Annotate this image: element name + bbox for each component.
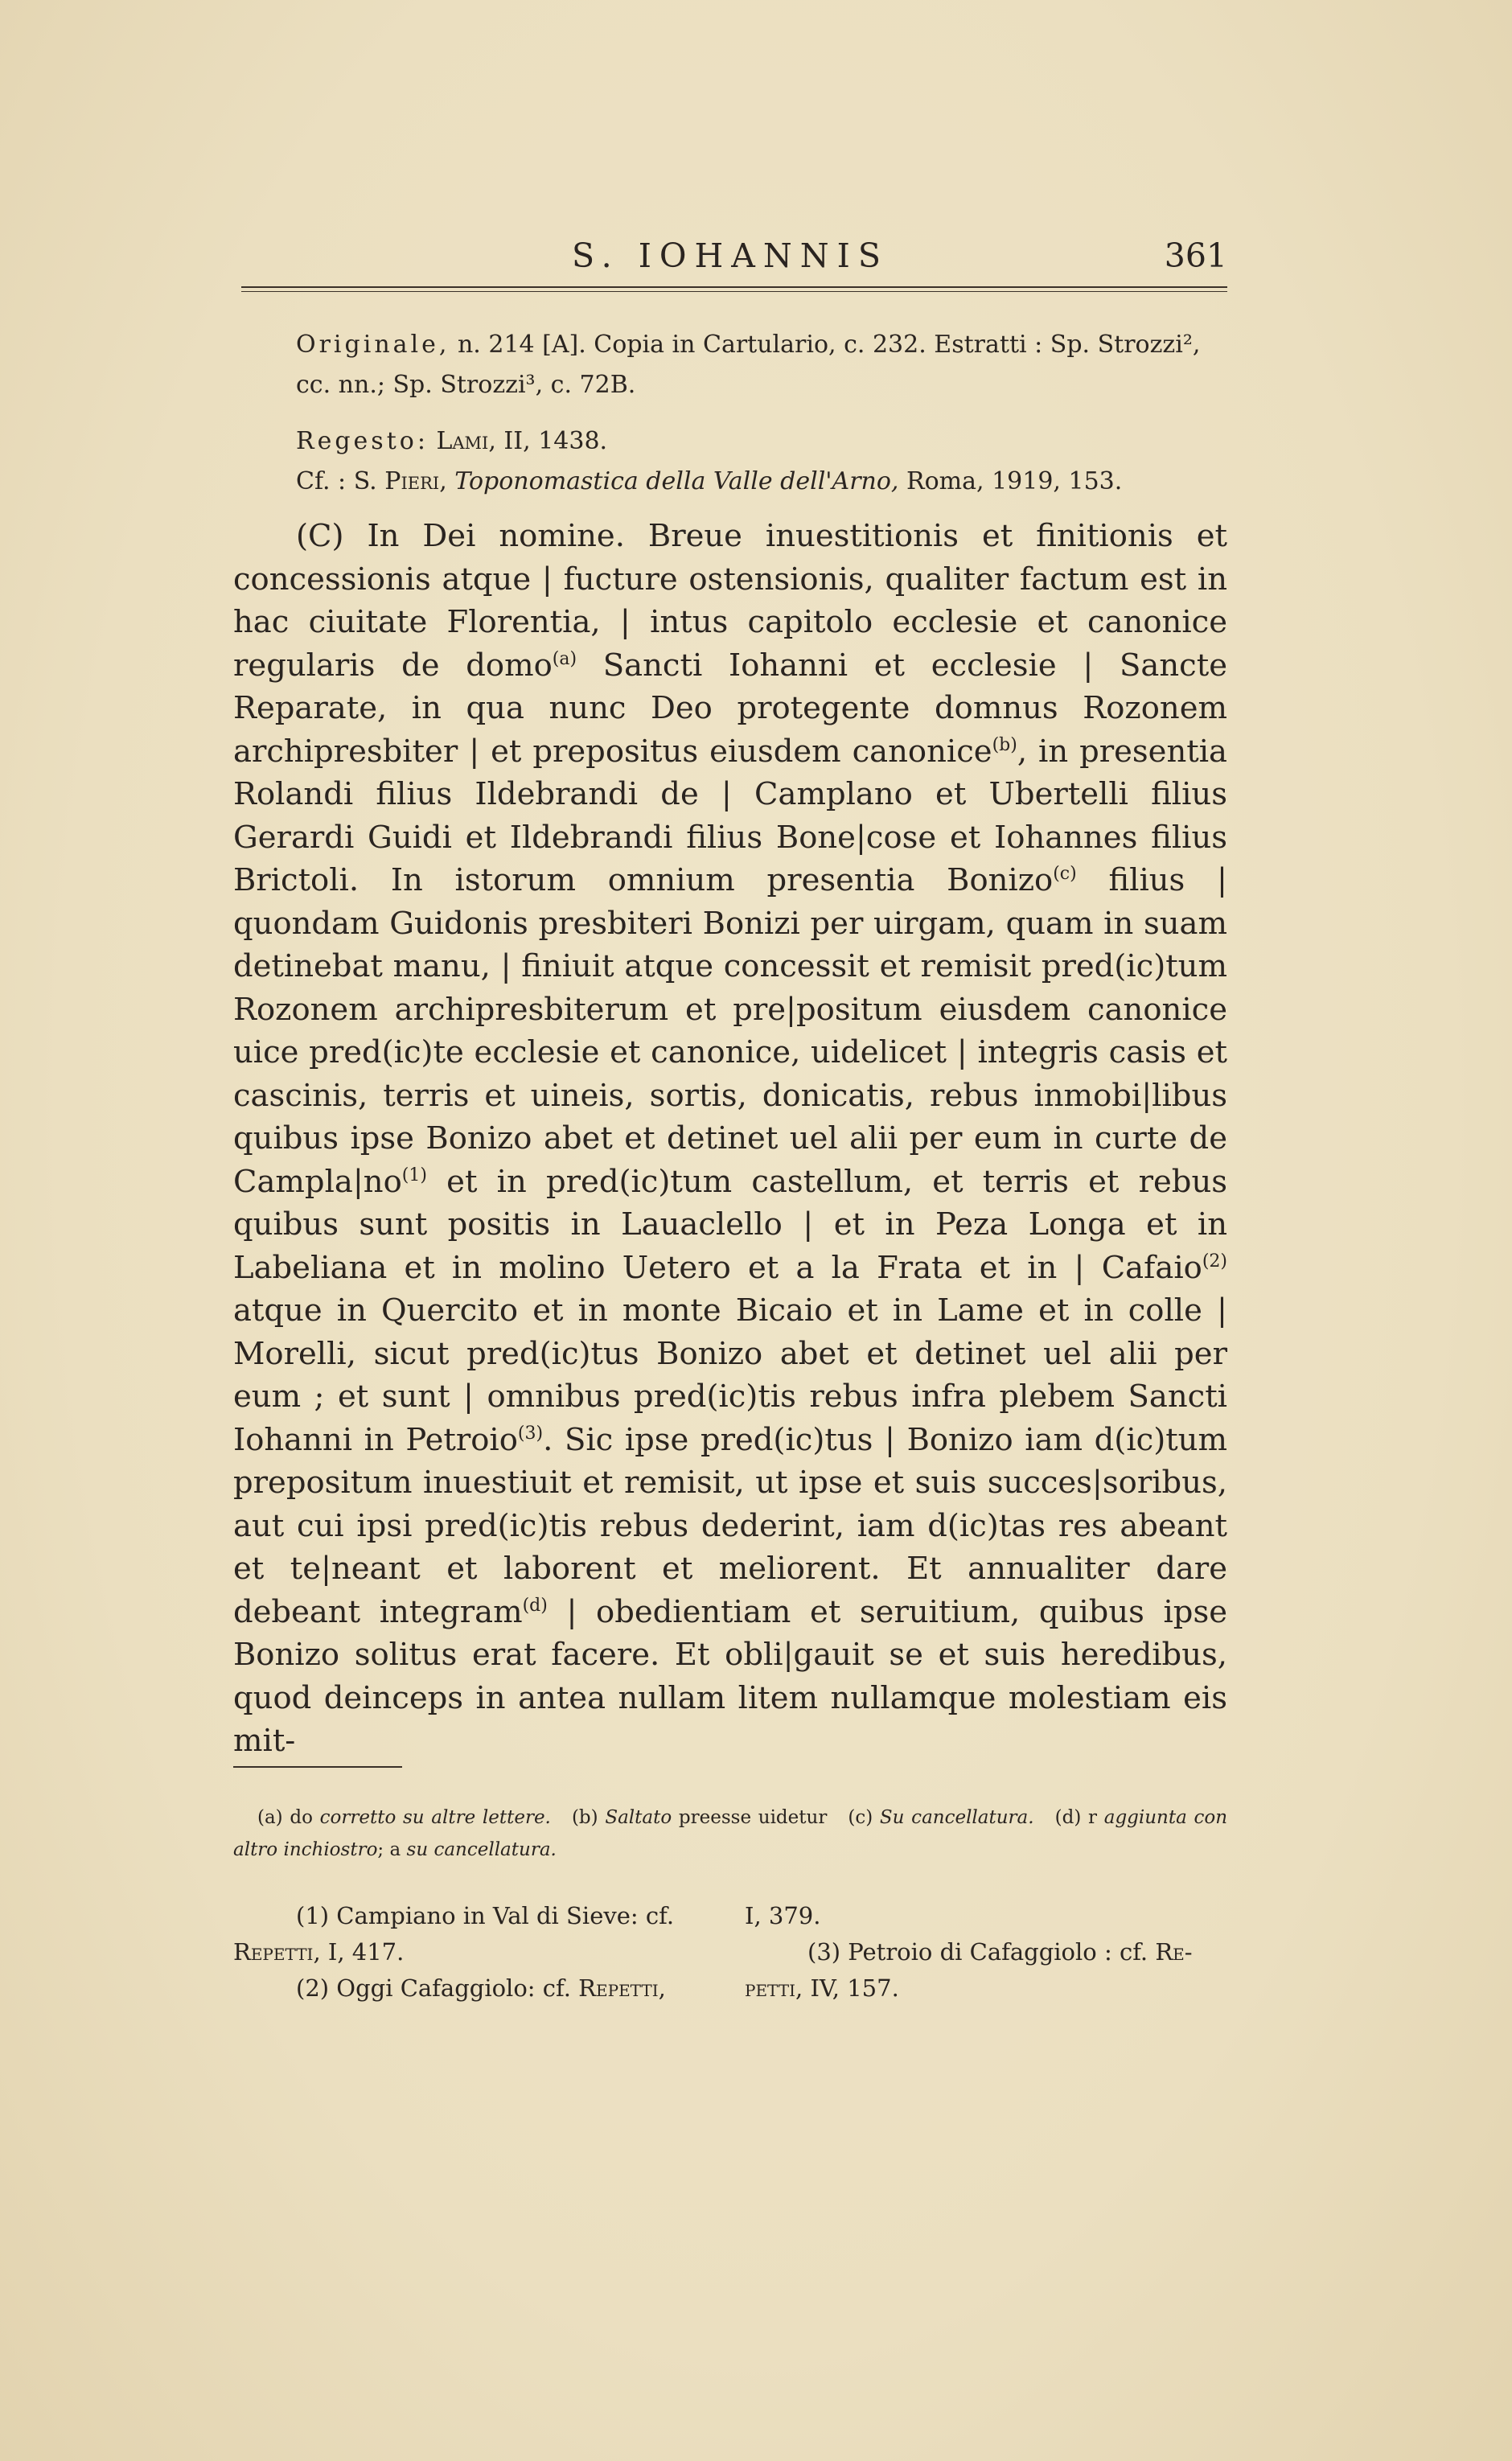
note-c-label: (c) xyxy=(848,1807,873,1828)
note-mark-c: (c) xyxy=(1053,864,1077,885)
body-segment: filius | quondam Guidonis presbiteri Bonizi per uirgam, quam in suam detinebat manu, | finiuit atque concessit et remisit pred(ic)tum Rozonem archipresbiterum et pre|positum eiusdem canonice uice pred(ic)te ecclesie et canonice, uidelicet | integris casis et cascinis, terris et uineis, sortis, donicatis, rebus inmobi|libus quibus ipse Bonizo abet et detinet uel alii per eum in curte de Campla|no xyxy=(233,862,1228,1200)
page-number: 361 xyxy=(1164,236,1227,275)
body-segment: | obedientiam et seruitium, quibus ipse Bonizo solitus erat facere. Et obli|gauit se et suis heredibus, quod deinceps in antea nullam litem nullamque molestiam eis mit- xyxy=(233,1593,1227,1759)
cf-author: Pieri, xyxy=(384,467,447,495)
footnote-2 xyxy=(233,1970,716,2007)
textual-notes xyxy=(233,1802,1227,1866)
note-b-italic: Saltato xyxy=(605,1807,672,1828)
note-a-text: corretto su altre lettere. xyxy=(319,1807,551,1828)
note-mark-d: (d) xyxy=(522,1595,548,1616)
footnote-2-cont: I, 379. xyxy=(745,1902,821,1929)
body-segment: atque in Quercito et in monte Bicaio et in Lame et in colle | Morelli, sicut pred(ic)tus Bonizo abet et detinet uel alii per eum ; et sunt | omnibus pred(ic)tis rebus infra plebem Sancti Iohanni in Petroio xyxy=(233,1292,1227,1458)
body-segment: et in pred(ic)tum castellum, et terris et rebus quibus sunt positis in Lauaclello | et in Peza Longa et in Labeliana et in molino Uetero et a la Frata et in | Cafaio xyxy=(233,1163,1227,1286)
running-title: S. IOHANNIS xyxy=(572,236,889,275)
body-segment: , in presentia Rolandi filius Ildebrandi de | Camplano et Ubertelli filius Gerardi Guidi et Ildebrandi filius Bone|cose et Iohannes filius Brictoli. In istorum omnium presentia Bonizo xyxy=(233,733,1227,898)
document-metadata xyxy=(233,325,1227,502)
footnote-1: (1) Campiano in Val di Sieve: cf. xyxy=(296,1902,675,1929)
footnote-3-rest: IV, 157. xyxy=(810,1974,899,2002)
note-mark-1: (1) xyxy=(401,1165,427,1185)
footnote-3-author-start: Re- xyxy=(1155,1938,1193,1966)
running-head xyxy=(233,236,1227,285)
body-segment: Sancti Iohanni et ecclesie | Sancte Reparate, in qua nunc Deo protegente domnus Rozonem archipresbiter | et prepositus eiusdem canonice xyxy=(233,647,1227,770)
regesto-line xyxy=(233,421,1227,462)
originale-line xyxy=(233,325,1227,405)
note-mark-a: (a) xyxy=(552,648,577,669)
note-d-text: aggiunta con altro inchiostro xyxy=(233,1807,1228,1860)
cf-line xyxy=(233,462,1227,502)
note-d-end: su cancellatura. xyxy=(406,1839,557,1860)
footnote-3-text: (3) Petroio di Cafaggiolo : cf. xyxy=(807,1938,1148,1966)
footnotes-left-column xyxy=(233,1898,716,2007)
header-rule xyxy=(241,286,1227,288)
note-c-text: Su cancellatura. xyxy=(879,1807,1034,1828)
footnote-2-author: Repetti, xyxy=(578,1974,666,2002)
body-segment: (C) In Dei nomine. Breue inuestitionis et finitionis et concessionis atque | fucture ostensionis, qualiter factum est in hac ciuitate Florentia, | intus capitolo ecclesie et canonice regularis de domo xyxy=(233,518,1227,684)
cf-rest: Roma, 1919, 153. xyxy=(906,467,1123,495)
cf-prefix: Cf. : S. xyxy=(296,467,377,495)
originale-text: n. 214 [A]. Copia in Cartulario, c. 232. Estratti : Sp. Strozzi², cc. nn.; Sp. Strozzi³, c. 72B. xyxy=(296,331,1201,399)
cf-title: Toponomastica della Valle dell'Arno, xyxy=(454,467,899,495)
regesto-text: Lami, II, 1438. xyxy=(436,427,608,455)
note-b-label: (b) xyxy=(571,1807,598,1828)
note-d-label: (d) r xyxy=(1054,1807,1098,1828)
footnote-rule xyxy=(233,1766,402,1768)
note-mark-2: (2) xyxy=(1202,1251,1227,1272)
note-mark-3: (3) xyxy=(517,1423,544,1444)
footnote-1-rest: I, 417. xyxy=(327,1938,405,1966)
charter-text xyxy=(233,515,1227,1763)
note-b-text: preesse uidetur xyxy=(678,1807,828,1828)
note-d-mid: ; a xyxy=(377,1839,401,1860)
note-a-label: (a) do xyxy=(257,1807,313,1828)
header-rule-thin xyxy=(241,291,1227,292)
textual-notes-line xyxy=(233,1802,1227,1866)
footnote-1-author: Repetti, xyxy=(233,1938,321,1966)
regesto-label: Regesto: xyxy=(296,427,429,455)
footnote-3-cont xyxy=(745,1970,1227,2007)
body-segment: . Sic ipse pred(ic)tus | Bonizo iam d(ic)tum prepositum inuestiuit et remisit, ut ipse et suis succes|soribus, aut cui ipsi pred(ic)tis rebus dederint, iam d(ic)tas res abeant et te|neant et laborent et meliorent. Et annualiter dare debeant integram xyxy=(233,1421,1227,1630)
footnotes-right-column xyxy=(745,1898,1227,2007)
footnote-2-text: (2) Oggi Cafaggiolo: cf. xyxy=(296,1974,571,2002)
note-mark-b: (b) xyxy=(992,734,1017,755)
footnote-1-cont xyxy=(233,1934,716,1970)
footnote-3 xyxy=(745,1934,1227,1970)
originale-label: Originale, xyxy=(296,331,450,359)
document-body xyxy=(233,515,1227,1763)
footnote-3-author-end: petti, xyxy=(745,1974,803,2002)
